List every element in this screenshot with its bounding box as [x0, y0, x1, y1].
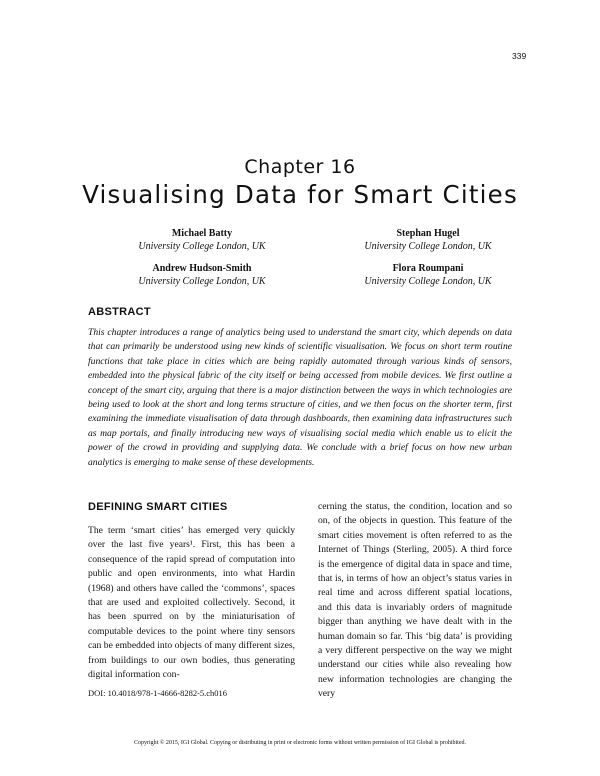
- body-column-right: cerning the status, the condition, location and so on, of the objects in question. This feature of the smart cities movement is often referred to as the Internet of Things (Sterling, 2005). A third force is the emergence of digital data in space and time, that is, in terms of how an object’s status varies in real time and across different spatial locations, and this data is invariably orders of magnitude bigger than anything we have dealt with in the human domain so far. This ‘big data’ is providing a very different perspective on the way we might understand our cities while also revealing how new information technologies are changing the very: [318, 501, 512, 700]
- author-affiliation: University College London, UK: [364, 276, 492, 287]
- author-block: [318, 227, 538, 253]
- author-name: Andrew Hudson-Smith: [152, 263, 252, 274]
- author-name: Michael Batty: [171, 228, 233, 239]
- chapter-label: Chapter 16: [244, 156, 356, 178]
- author-block: [92, 262, 312, 288]
- chapter-title: Visualising Data for Smart Cities: [82, 180, 518, 209]
- author-block: [92, 227, 312, 253]
- abstract-heading: ABSTRACT: [88, 306, 151, 318]
- author-affiliation: University College London, UK: [138, 276, 266, 287]
- doi-line: DOI: 10.4018/978-1-4666-8282-5.ch016: [88, 688, 228, 698]
- abstract-body: This chapter introduces a range of analytics being used to understand the smart city, which depends on data that can primarily be understood using new kinds of scientific visualisation. We focus on short term routine functions that take place in cities which are being rapidly automated through various kinds of sensors, embedded into the physical fabric of the city itself or being accessed from mobile devices. We first outline a concept of the smart city, arguing that there is a major distinction between the ways in which technologies are being used to look at the short and long terms structure of cities, and we then focus on the shorter term, first examining the immediate visualisation of data through dashboards, then examining data infrastructures such as map portals, and finally introducing new ways of visualising social media which enable us to elicit the power of the crowd in providing and supplying data. We conclude with a brief focus on how new urban analytics is emerging to make sense of these developments.: [88, 327, 512, 468]
- section-heading: DEFINING SMART CITIES: [88, 501, 228, 513]
- author-block: [318, 262, 538, 288]
- author-affiliation: University College London, UK: [138, 241, 266, 252]
- author-name: Flora Roumpani: [392, 263, 464, 274]
- copyright-notice: Copyright © 2015, IGI Global. Copying or distributing in print or electronic forms without written permission of IGI Global is prohibited.: [133, 740, 466, 746]
- author-affiliation: University College London, UK: [364, 241, 492, 252]
- page-number: 339: [512, 51, 527, 61]
- body-column-left: The term ‘smart cities’ has emerged very quickly over the last five years¹. First, this has been a consequence of the rapid spread of computation into public and open environments, into what Hardin (1968) and others have called the ‘commons’, spaces that are used and exploited collectively. Second, it has been spurred on by the miniaturisation of computable devices to the point where tiny sensors can be embedded into objects of many different sizes, from buildings to our own bodies, thus generating digital information con-: [88, 525, 295, 681]
- author-name: Stephan Hugel: [396, 228, 460, 239]
